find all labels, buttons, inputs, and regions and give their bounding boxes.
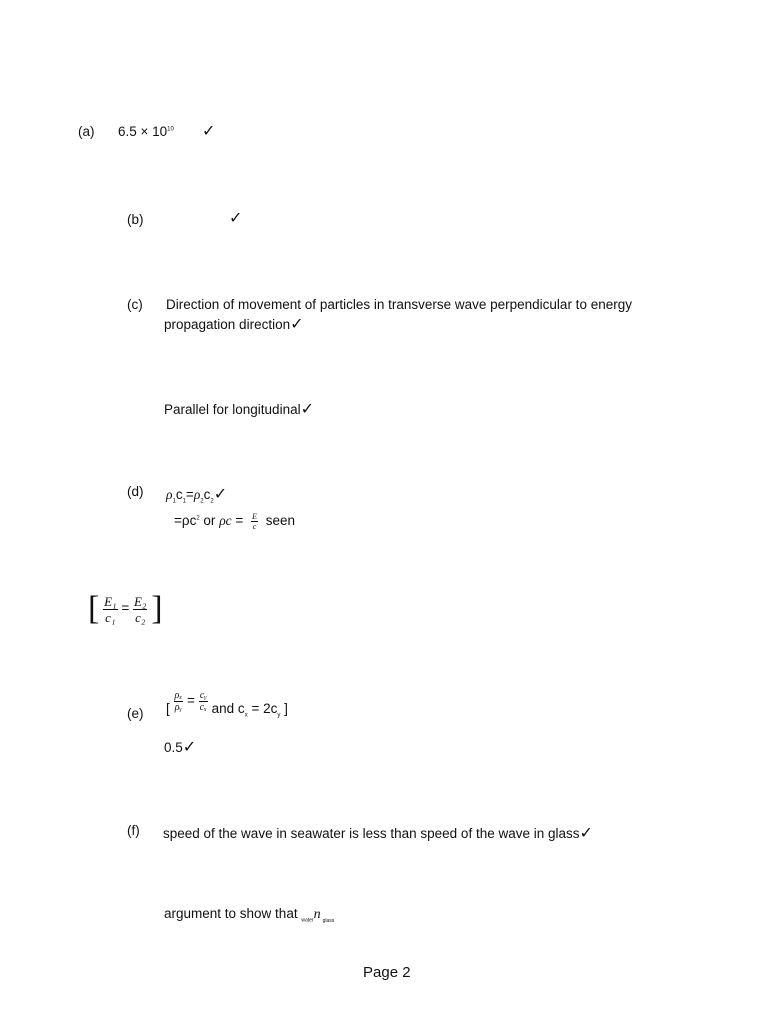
part-c-line1: Direction of movement of particles in transverse wave perpendicular to energy <box>166 297 632 312</box>
energy-ratio-equation <box>88 592 163 626</box>
answer-value: 0.5 <box>164 740 183 755</box>
c-symbol: c <box>203 487 211 502</box>
equals-2c: = 2c <box>247 701 278 717</box>
check-mark-icon: ✓ <box>300 399 314 418</box>
equals-sign: = <box>121 600 130 616</box>
fraction-numerator: E₁ <box>104 593 117 609</box>
fraction-numerator: cᵧ <box>199 690 207 701</box>
fraction-numerator: E <box>252 512 257 521</box>
water-subscript: water <box>301 917 314 924</box>
subscript: 1 <box>182 498 186 505</box>
check-mark-icon: ✓ <box>290 314 304 333</box>
part-e-label: (e) <box>127 706 144 721</box>
glass-subscript: glass <box>322 917 335 924</box>
subscript: 1 <box>172 498 176 505</box>
equals-sign: = <box>185 487 194 502</box>
right-bracket: ] <box>151 590 163 627</box>
subscript: 2 <box>200 498 204 505</box>
right-bracket: ] <box>280 701 288 717</box>
fraction-numerator: E₂ <box>133 593 147 609</box>
part-f-label: (f) <box>127 823 140 838</box>
speed-ratio-fraction <box>199 690 208 713</box>
part-e-equation <box>166 690 288 719</box>
or-text: or <box>199 513 220 529</box>
part-f-argument <box>164 906 334 924</box>
argument-text: argument to show that <box>164 906 302 921</box>
part-c-parallel-text: Parallel for longitudinal <box>164 402 301 417</box>
left-bracket: [ <box>166 701 170 717</box>
part-c-line2 <box>164 314 304 333</box>
speed-relation <box>211 701 288 719</box>
subscript: x <box>244 712 248 719</box>
fraction-denominator: ρᵧ <box>174 702 182 713</box>
rho-c: ρc <box>219 513 232 529</box>
part-a-exponent: 10 <box>167 126 174 133</box>
fraction-denominator: c₂ <box>133 609 147 625</box>
part-e-answer <box>164 737 196 756</box>
rho-c-squared: =ρc <box>174 513 197 529</box>
e1-over-c1-fraction <box>103 594 117 625</box>
part-d-equation <box>166 484 227 505</box>
e2-over-c2-fraction <box>133 594 147 625</box>
equals-sign: = <box>186 693 195 709</box>
rho-symbol: ρ <box>166 487 173 502</box>
part-f-text: speed of the wave in seawater is less than speed of the wave in glass <box>163 826 580 841</box>
check-mark-icon: ✓ <box>202 121 216 140</box>
fraction-denominator: c <box>252 522 257 531</box>
part-f-statement <box>163 823 593 842</box>
superscript: 2 <box>196 515 200 522</box>
c-symbol: c <box>175 487 183 502</box>
part-a-label: (a) <box>78 124 95 139</box>
refractive-index-symbol: n <box>313 907 321 922</box>
fraction-numerator: ρₓ <box>174 690 183 701</box>
part-a-value: 6.5 × 10 <box>118 124 168 139</box>
equals-sign: = <box>231 513 248 529</box>
check-mark-icon: ✓ <box>182 737 197 756</box>
part-d-label: (d) <box>127 484 144 499</box>
left-bracket: [ <box>88 590 100 627</box>
page-number: Page 2 <box>363 964 411 981</box>
part-b-label: (b) <box>127 212 144 227</box>
part-d-line2 <box>174 512 295 531</box>
fraction-denominator: c₁ <box>103 609 117 625</box>
density-ratio-fraction <box>174 690 184 713</box>
part-c-line2-text: propagation direction <box>164 317 291 332</box>
part-a-answer <box>118 124 174 139</box>
rho-symbol: ρ <box>193 487 201 502</box>
part-c-parallel <box>164 399 314 418</box>
subscript: 2 <box>210 498 214 505</box>
fraction-denominator: cₓ <box>199 702 207 713</box>
check-mark-icon: ✓ <box>229 208 243 227</box>
check-mark-icon: ✓ <box>579 823 593 842</box>
e-over-c-fraction <box>251 512 258 531</box>
and-text: and c <box>211 701 245 717</box>
check-mark-icon: ✓ <box>213 484 228 503</box>
part-c-label: (c) <box>127 297 143 312</box>
seen-text: seen <box>265 513 295 529</box>
subscript: y <box>277 712 281 719</box>
